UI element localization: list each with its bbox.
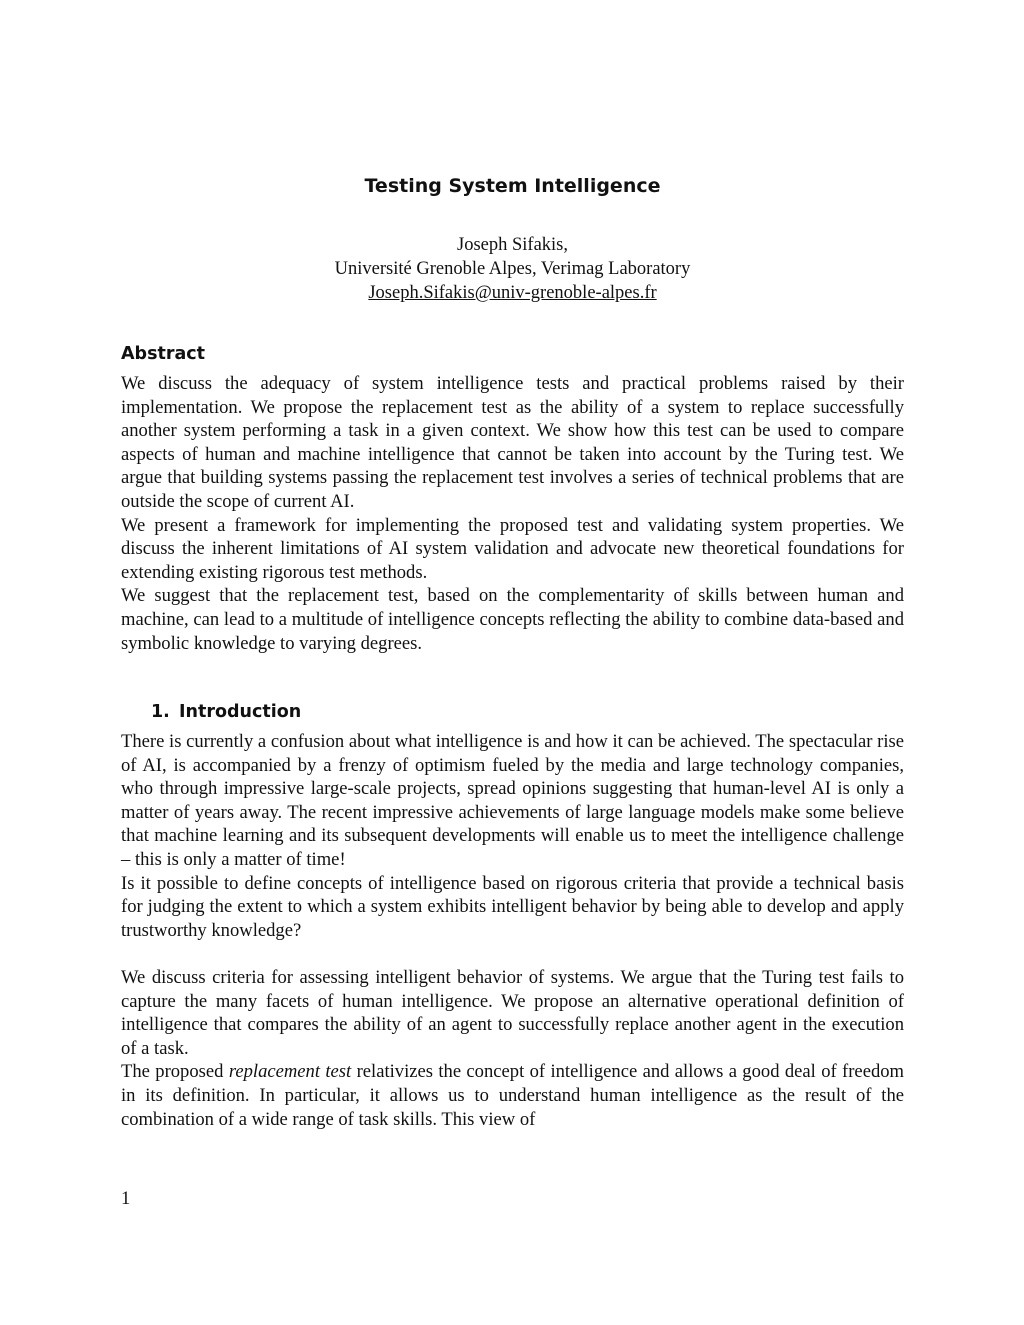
introduction-paragraph: There is currently a confusion about what intelligence is and how it can be achieved. The spectacular rise of AI, is accompanied by a frenzy of optimism fueled by the media and large technology companies, who through impressive large-scale projects, spread opinions suggesting that human-level AI is only a matter of years away. The recent impressive achievements of large language models make some believe that machine learning and its subsequent developments will enable us to meet the intelligence challenge – this is only a matter of time!	[121, 731, 904, 870]
text-run: relativizes the concept of intelligence and allows a good deal of freedom in its definition. In particular, it allows us to understand human intelligence as the result of the combination of a wide range of task skills. This view of	[121, 1061, 904, 1130]
abstract-heading: Abstract	[121, 344, 206, 364]
abstract-paragraph: We suggest that the replacement test, based on the complementarity of skills between human and machine, can lead to a multitude of intelligence concepts reflecting the ability to combine data-based and symbolic knowledge to varying degrees.	[121, 585, 904, 654]
author-email-link[interactable]: Joseph.Sifakis@univ-grenoble-alpes.fr	[368, 283, 657, 303]
introduction-paragraph	[121, 1060, 904, 1131]
page-number: 1	[121, 1188, 131, 1209]
author-name: Joseph Sifakis,	[457, 235, 568, 255]
section-title: Introduction	[179, 702, 302, 722]
introduction-paragraph: Is it possible to define concepts of intelligence based on rigorous criteria that provide a technical basis for judging the extent to which a system exhibits intelligent behavior by being able to develop and apply trustworthy knowledge?	[121, 872, 904, 941]
section-number: 1.	[151, 702, 170, 722]
introduction-paragraph: We discuss criteria for assessing intelligent behavior of systems. We argue that the Turing test fails to capture the many facets of human intelligence. We propose an alternative operational definition of intelligence that compares the ability of an agent to successfully replace another agent in the execution of a task.	[121, 966, 904, 1059]
author-block	[121, 233, 904, 305]
abstract-paragraph: We present a framework for implementing the proposed test and validating system properties. We discuss the inherent limitations of AI system validation and advocate new theoretical foundations for extending existing rigorous test methods.	[121, 514, 904, 583]
author-affiliation: Université Grenoble Alpes, Verimag Laboratory	[334, 259, 691, 279]
paper-page	[121, 0, 904, 1325]
emphasis-replacement-test: replacement test	[228, 1061, 352, 1083]
text-run: The proposed	[121, 1061, 229, 1083]
introduction-body	[121, 730, 904, 1131]
introduction-heading	[151, 700, 301, 724]
abstract-paragraph: We discuss the adequacy of system intelligence tests and practical problems raised by their implementation. We propose the replacement test as the ability of a system to replace successfully another system performing a task in a given context. We show how this test can be used to compare aspects of human and machine intelligence that cannot be taken into account by the Turing test. We argue that building systems passing the replacement test involves a series of technical problems that are outside the scope of current AI.	[121, 373, 904, 512]
paper-title: Testing System Intelligence	[364, 175, 661, 197]
abstract-body	[121, 372, 904, 655]
